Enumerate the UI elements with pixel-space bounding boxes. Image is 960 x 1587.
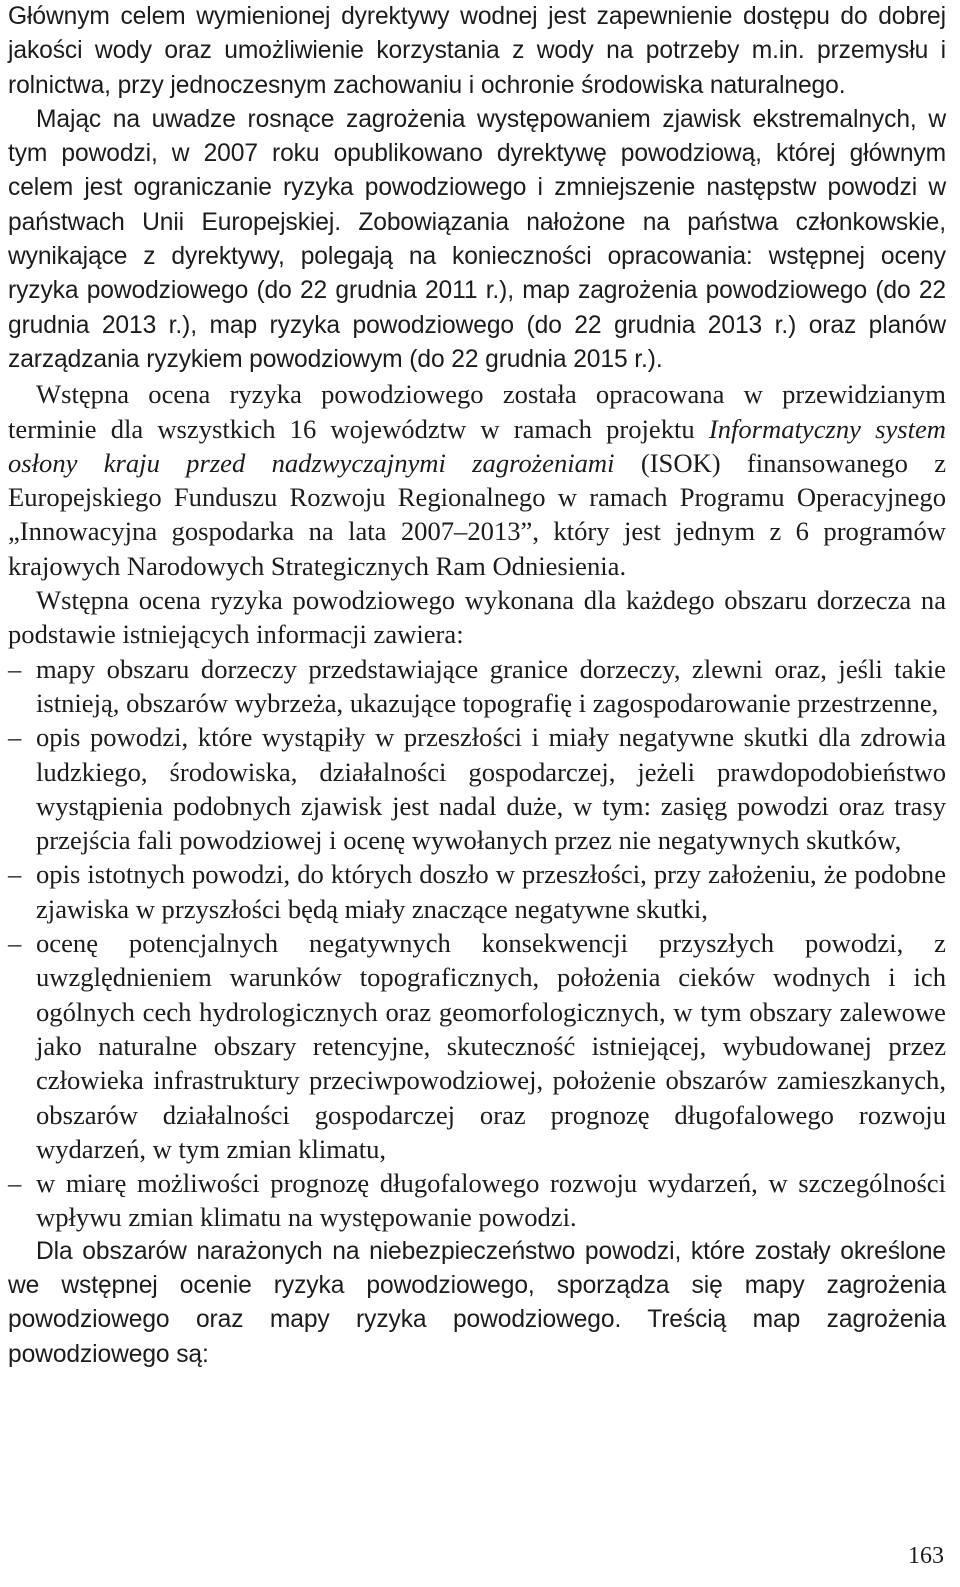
paragraph-water-directive: Głównym celem wymienionej dyrektywy wodnej jest zapewnienie dostępu do dobrej jakości wody oraz umożliwienie korzystania z wody na potrzeby m.in. przemysłu i rolnictwa, przy jednoczesnym zachowaniu i ochronie środowiska naturalnego.	[8, 3, 946, 99]
list-item-text: opis powodzi, które wystąpiły w przeszłości i miały negatywne skutki dla zdrowia ludzkiego, środowiska, działalności gospodarczej, jeżeli prawdopodobieństwo wystąpienia podobnych zjawisk jest nadal duże, w tym: zasięg powodzi oraz trasy przejścia fali powodziowej i ocenę wywołanych przez nie negatywnych skutków,	[36, 722, 946, 856]
dash-bullet: –	[8, 1168, 22, 1199]
paragraph-flood-maps: Dla obszarów narażonych na niebezpieczeństwo powodzi, które zostały określone we wstępnej ocenie ryzyka powodziowego, sporządza się mapy zagrożenia powodziowego oraz mapy ryzyka powodziowego. Treścią map zagrożenia powodziowego są:	[8, 1237, 946, 1368]
dash-bullet: –	[8, 653, 22, 684]
list-item	[8, 926, 946, 1166]
document-page	[8, 0, 946, 1372]
project-name: Informatyczny system osłony kraju przed nadzwyczajnymi zagrożeniami	[8, 413, 947, 478]
list-item-text: mapy obszaru dorzeczy przedstawiające granice dorzeczy, zlewni oraz, jeśli takie istnieją, obszarów wybrzeża, ukazujące topografię i zagospodarowanie przestrzenne,	[36, 653, 946, 718]
page-number: 163	[908, 1543, 944, 1569]
list-item	[8, 720, 946, 857]
dash-bullet: –	[8, 859, 22, 890]
list-item	[8, 857, 946, 926]
list-item-text: ocenę potencjalnych negatywnych konsekwencji przyszłych powodzi, z uwzględnieniem warunków topograficznych, położenia cieków wodnych i ich ogólnych cech hydrologicznych oraz geomorfologicznych, w tym obszary zalewowe jako naturalne obszary retencyjne, skuteczność istniejącej, wybudowanej przez człowieka infrastruktury przeciwpowodziowej, położenie obszarów zamieszkanych, obszarów działalności gospodarczej oraz prognozę długofalowego rozwoju wydarzeń, w tym zmian klimatu,	[36, 928, 946, 1164]
list-item-text: opis istotnych powodzi, do których doszło w przeszłości, przy założeniu, że podobne zjawiska w przyszłości będą miały znaczące negatywne skutki,	[36, 859, 946, 924]
list-item	[8, 652, 946, 721]
paragraph-flood-directive: Mając na uwadze rosnące zagrożenia występowaniem zjawisk ekstremalnych, w tym powodzi, w 2007 roku opublikowano dyrektywę powodziową, której głównym celem jest ograniczanie ryzyka powodziowego i zmniejszenie następstw powodzi w państwach Unii Europejskiej. Zobowiązania nałożone na państwa członkowskie, wynikające z dyrektywy, polegają na konieczności opracowania: wstępnej oceny ryzyka powodziowego (do 22 grudnia 2011 r.), map zagrożenia powodziowego (do 22 grudnia 2013 r.), map ryzyka powodziowego (do 22 grudnia 2013 r.) oraz planów zarządzania ryzykiem powodziowym (do 22 grudnia 2015 r.).	[8, 105, 946, 373]
list-item	[8, 1166, 946, 1235]
dash-bullet: –	[8, 722, 22, 753]
dash-bullet: –	[8, 928, 22, 959]
paragraph-text: (ISOK) finansowanego z Europejskiego Funduszu Rozwoju Regionalnego w ramach Programu Operacyjnego „Innowacyjna gospodarka na lata 2007–2013”, który jest jednym z 6 programów krajowych Narodowych Strategicznych Ram Odniesienia.	[8, 447, 947, 581]
paragraph-assessment-contents-intro: Wstępna ocena ryzyka powodziowego wykonana dla każdego obszaru dorzecza na podstawie istniejących informacji zawiera:	[8, 585, 946, 650]
assessment-contents-list	[8, 652, 946, 1235]
paragraph-text: Wstępna ocena ryzyka powodziowego została opracowana w przewidzianym terminie dla wszystkich 16 województw w ramach projektu	[8, 379, 946, 444]
list-item-text: w miarę możliwości prognozę długofalowego rozwoju wydarzeń, w szczególności wpływu zmian klimatu na występowanie powodzi.	[36, 1168, 946, 1233]
paragraph-preliminary-assessment	[8, 377, 946, 583]
